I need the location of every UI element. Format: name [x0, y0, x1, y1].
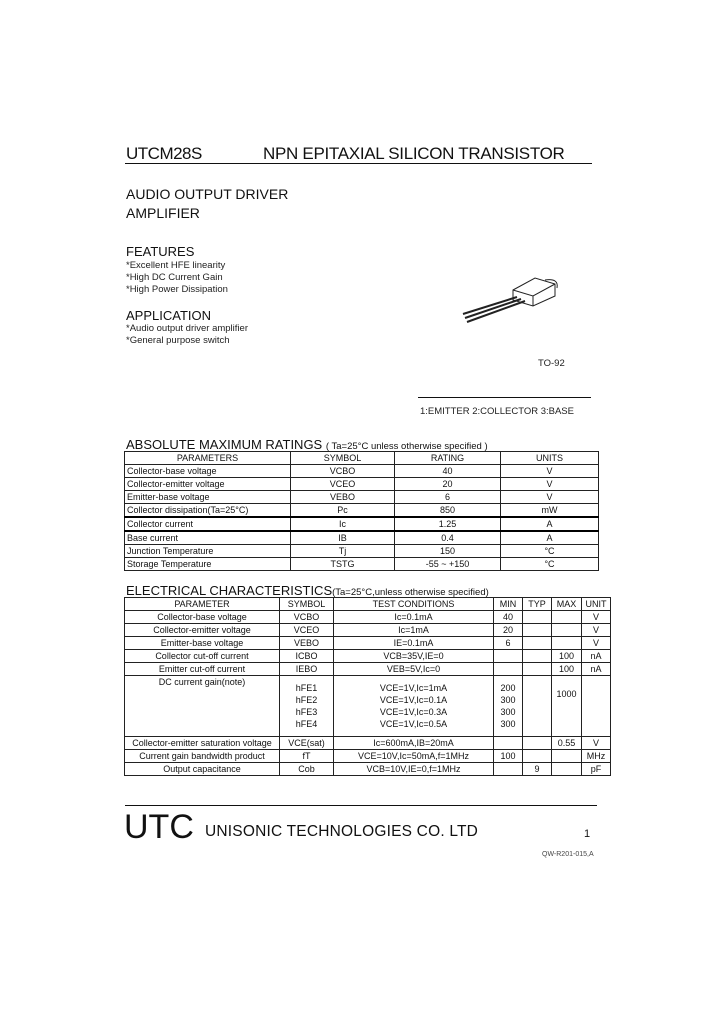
- typ-cell: [523, 737, 552, 750]
- max-cell: 100: [552, 650, 582, 663]
- unit-cell: V: [501, 465, 599, 478]
- elec-title-text: ELECTRICAL CHARACTERISTICS: [126, 583, 333, 598]
- abs-max-title-text: ABSOLUTE MAXIMUM RATINGS: [126, 437, 323, 452]
- max-cell: [552, 763, 582, 776]
- param-cell: Emitter-base voltage: [125, 491, 291, 504]
- header-cell: TEST CONDITIONS: [334, 598, 494, 611]
- table-row: [125, 504, 599, 518]
- min-cell: 100: [494, 750, 523, 763]
- table-row: [125, 491, 599, 504]
- max-cell: [552, 637, 582, 650]
- rating-cell: 150: [395, 545, 501, 558]
- rating-cell: 1.25: [395, 517, 501, 531]
- min-cell: [494, 737, 523, 750]
- table-row: [125, 737, 611, 750]
- table-row: [125, 650, 611, 663]
- condition-cell: [334, 676, 494, 737]
- param-cell: Junction Temperature: [125, 545, 291, 558]
- rating-cell: 20: [395, 478, 501, 491]
- hfe-min: 200: [500, 683, 516, 693]
- table-row: [125, 545, 599, 558]
- elec-note: (Ta=25°C,unless otherwise specified): [332, 587, 489, 598]
- param-cell: Collector-emitter voltage: [125, 478, 291, 491]
- rating-cell: 850: [395, 504, 501, 518]
- hfe-condition: VCE=1V,Ic=1mA: [379, 683, 448, 693]
- symbol-cell: VCBO: [291, 465, 395, 478]
- typ-cell: [523, 750, 552, 763]
- hfe-condition: VCE=1V,Ic=0.3A: [379, 707, 448, 717]
- hfe-symbol: hFE1: [295, 683, 318, 693]
- unit-cell: A: [501, 517, 599, 531]
- pinout-label: 1:EMITTER 2:COLLECTOR 3:BASE: [420, 406, 574, 417]
- max-cell: [552, 750, 582, 763]
- max-cell: [552, 611, 582, 624]
- elec-title: [126, 583, 489, 598]
- unit-cell: V: [501, 491, 599, 504]
- symbol-cell: VCBO: [280, 611, 334, 624]
- unit-cell: V: [582, 624, 611, 637]
- page-number: 1: [584, 828, 591, 840]
- hfe-condition: VCE=1V,Ic=0.1A: [379, 695, 448, 705]
- application-heading: APPLICATION: [126, 308, 212, 323]
- symbol-cell: VCEO: [291, 478, 395, 491]
- unit-cell: [582, 676, 611, 737]
- feature-item: *Excellent HFE linearity: [126, 260, 226, 271]
- table-row: [125, 611, 611, 624]
- unit-cell: mW: [501, 504, 599, 518]
- unit-cell: V: [582, 611, 611, 624]
- hfe-symbol: hFE2: [295, 695, 318, 705]
- param-cell: Emitter cut-off current: [125, 663, 280, 676]
- pinout-rule: [418, 397, 591, 398]
- condition-cell: VCE=10V,Ic=50mA,f=1MHz: [334, 750, 494, 763]
- table-row: [125, 531, 599, 545]
- symbol-cell: VEBO: [280, 637, 334, 650]
- footer-rule: [125, 805, 597, 806]
- feature-item: *High Power Dissipation: [126, 284, 228, 295]
- part-description: NPN EPITAXIAL SILICON TRANSISTOR: [263, 144, 565, 163]
- symbol-cell: IB: [291, 531, 395, 545]
- symbol-cell: Ic: [291, 517, 395, 531]
- rating-cell: -55 ~ +150: [395, 558, 501, 571]
- header-cell: PARAMETERS: [125, 452, 291, 465]
- table-header-row: [125, 452, 599, 465]
- typ-cell: [523, 650, 552, 663]
- max-cell: 0.55: [552, 737, 582, 750]
- table-row: [125, 637, 611, 650]
- typ-cell: [523, 624, 552, 637]
- features-heading: FEATURES: [126, 244, 195, 259]
- condition-cell: Ic=1mA: [334, 624, 494, 637]
- param-cell: Collector-base voltage: [125, 465, 291, 478]
- to92-package-illustration: [455, 270, 565, 330]
- unit-cell: °C: [501, 558, 599, 571]
- hfe-symbol: hFE4: [295, 719, 318, 729]
- condition-cell: VCB=35V,IE=0: [334, 650, 494, 663]
- table-header-row: [125, 598, 611, 611]
- rating-cell: 40: [395, 465, 501, 478]
- symbol-cell: fT: [280, 750, 334, 763]
- elec-table: [124, 597, 611, 776]
- feature-item: *High DC Current Gain: [126, 272, 223, 283]
- typ-cell: [523, 637, 552, 650]
- document-number: QW-R201-015,A: [542, 851, 594, 858]
- unit-cell: MHz: [582, 750, 611, 763]
- max-cell: 100: [552, 663, 582, 676]
- table-row: [125, 624, 611, 637]
- typ-cell: [523, 676, 552, 737]
- features-list: [126, 260, 228, 296]
- hfe-condition: VCE=1V,Ic=0.5A: [379, 719, 448, 729]
- table-row: [125, 465, 599, 478]
- header-cell: SYMBOL: [291, 452, 395, 465]
- header-cell: UNITS: [501, 452, 599, 465]
- param-cell: Collector-base voltage: [125, 611, 280, 624]
- condition-cell: Ic=600mA,IB=20mA: [334, 737, 494, 750]
- param-cell: Collector-emitter saturation voltage: [125, 737, 280, 750]
- abs-max-title: [126, 437, 488, 452]
- unit-cell: V: [501, 478, 599, 491]
- symbol-cell: Cob: [280, 763, 334, 776]
- symbol-cell: VCEO: [280, 624, 334, 637]
- typ-cell: [523, 663, 552, 676]
- rating-cell: 0.4: [395, 531, 501, 545]
- header-cell: MAX: [552, 598, 582, 611]
- table-row: [125, 478, 599, 491]
- header-cell: TYP: [523, 598, 552, 611]
- rating-cell: 6: [395, 491, 501, 504]
- unit-cell: A: [501, 531, 599, 545]
- param-cell: Collector cut-off current: [125, 650, 280, 663]
- header-cell: UNIT: [582, 598, 611, 611]
- header-rule: [125, 163, 592, 164]
- symbol-cell: Tj: [291, 545, 395, 558]
- application-item: *Audio output driver amplifier: [126, 323, 248, 334]
- min-cell: 20: [494, 624, 523, 637]
- company-name: UNISONIC TECHNOLOGIES CO. LTD: [205, 823, 479, 840]
- unit-cell: nA: [582, 650, 611, 663]
- header-cell: MIN: [494, 598, 523, 611]
- header-cell: SYMBOL: [280, 598, 334, 611]
- typ-cell: [523, 611, 552, 624]
- symbol-cell: IEBO: [280, 663, 334, 676]
- symbol-cell: [280, 676, 334, 737]
- condition-cell: VCB=10V,IE=0,f=1MHz: [334, 763, 494, 776]
- package-name: TO-92: [538, 358, 565, 369]
- dc-gain-row: [125, 676, 611, 737]
- abs-max-note: ( Ta=25°C unless otherwise specified ): [325, 441, 488, 452]
- application-item: *General purpose switch: [126, 335, 230, 346]
- max-cell: [552, 624, 582, 637]
- table-row: [125, 517, 599, 531]
- hfe-min: 300: [500, 707, 516, 717]
- application-list: [126, 323, 248, 347]
- min-cell: 6: [494, 637, 523, 650]
- unit-cell: °C: [501, 545, 599, 558]
- condition-cell: VEB=5V,Ic=0: [334, 663, 494, 676]
- max-cell: 1000: [552, 676, 582, 737]
- unit-cell: pF: [582, 763, 611, 776]
- condition-cell: IE=0.1mA: [334, 637, 494, 650]
- unit-cell: V: [582, 637, 611, 650]
- hfe-min: 300: [500, 719, 516, 729]
- symbol-cell: Pc: [291, 504, 395, 518]
- unit-cell: V: [582, 737, 611, 750]
- min-cell: [494, 763, 523, 776]
- hfe-min: 300: [500, 695, 516, 705]
- param-cell: Emitter-base voltage: [125, 637, 280, 650]
- header-cell: PARAMETER: [125, 598, 280, 611]
- table-row: [125, 750, 611, 763]
- param-cell: Base current: [125, 531, 291, 545]
- symbol-cell: VCE(sat): [280, 737, 334, 750]
- min-cell: [494, 650, 523, 663]
- param-cell: Current gain bandwidth product: [125, 750, 280, 763]
- typ-cell: 9: [523, 763, 552, 776]
- table-row: [125, 558, 599, 571]
- subtitle-line1: AUDIO OUTPUT DRIVER: [126, 186, 289, 202]
- part-number: UTCM28S: [126, 144, 202, 163]
- table-row: [125, 663, 611, 676]
- table-row: [125, 763, 611, 776]
- subtitle-line2: AMPLIFIER: [126, 205, 200, 221]
- param-cell: Output capacitance: [125, 763, 280, 776]
- utc-logo: UTC: [124, 808, 194, 846]
- param-cell: Collector current: [125, 517, 291, 531]
- param-cell: DC current gain(note): [125, 676, 280, 737]
- min-cell: [494, 663, 523, 676]
- symbol-cell: ICBO: [280, 650, 334, 663]
- abs-max-table: [124, 451, 599, 571]
- symbol-cell: VEBO: [291, 491, 395, 504]
- min-cell: [494, 676, 523, 737]
- param-cell: Collector dissipation(Ta=25°C): [125, 504, 291, 518]
- hfe-symbol: hFE3: [295, 707, 318, 717]
- unit-cell: nA: [582, 663, 611, 676]
- param-cell: Storage Temperature: [125, 558, 291, 571]
- condition-cell: Ic=0.1mA: [334, 611, 494, 624]
- param-cell: Collector-emitter voltage: [125, 624, 280, 637]
- header-cell: RATING: [395, 452, 501, 465]
- min-cell: 40: [494, 611, 523, 624]
- symbol-cell: TSTG: [291, 558, 395, 571]
